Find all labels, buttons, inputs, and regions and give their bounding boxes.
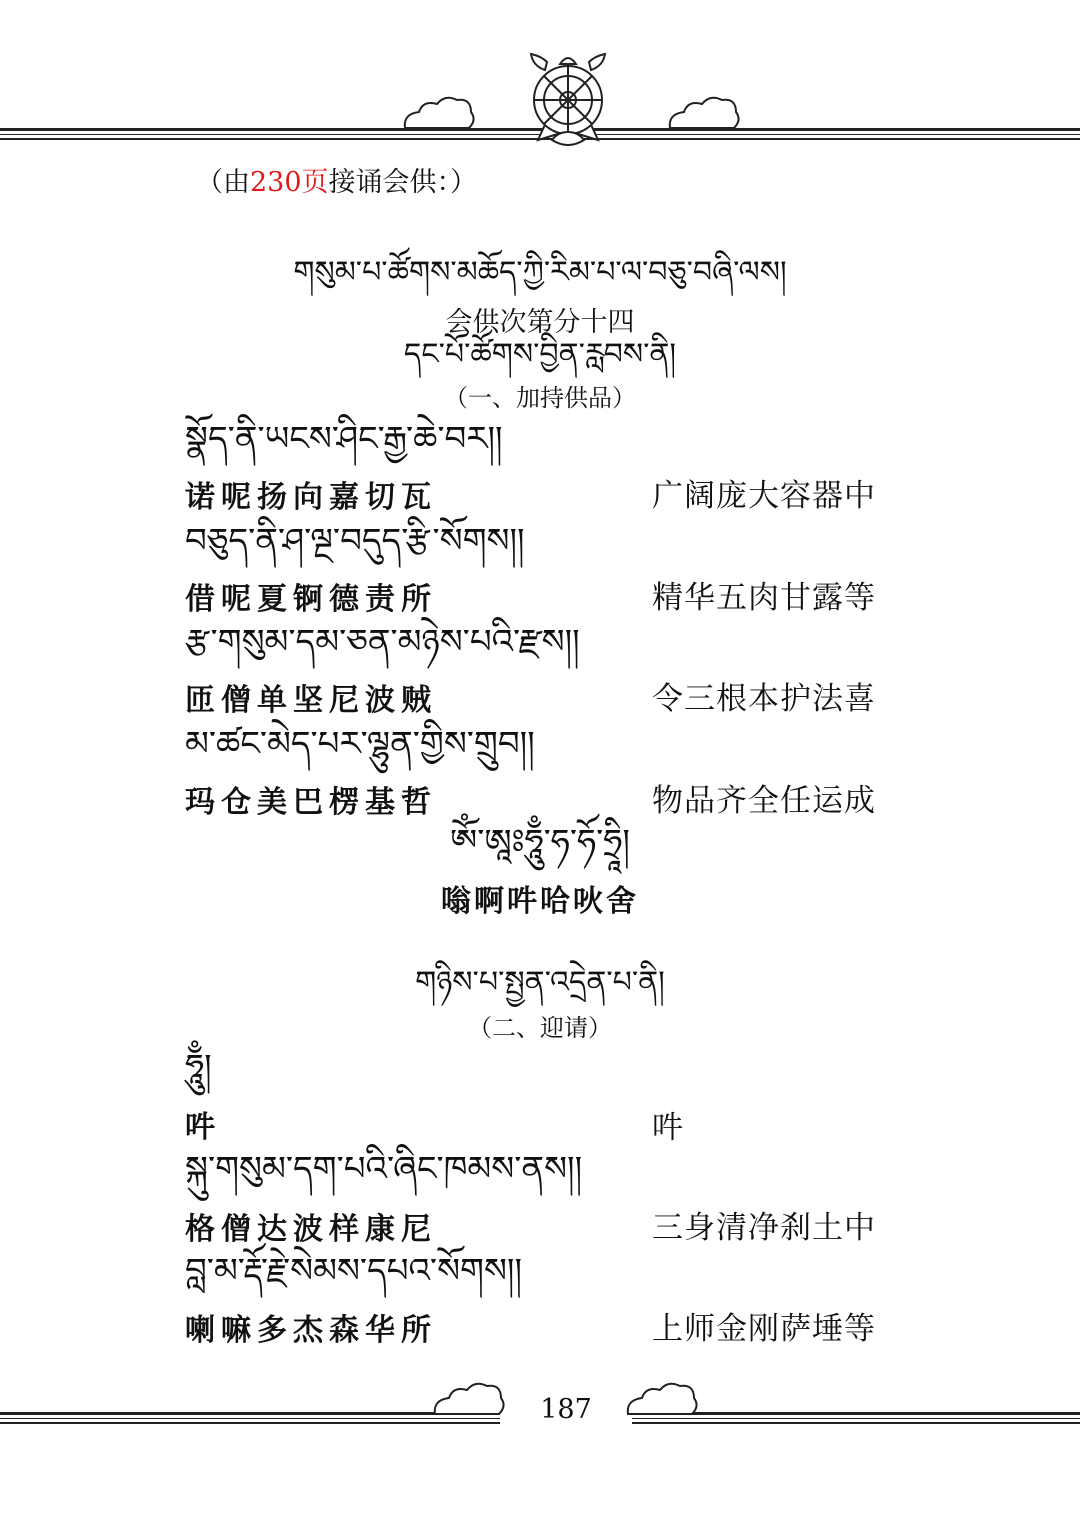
footer-ornament — [0, 1380, 1080, 1440]
verse3-tibetan: རྩ་གསུམ་དམ་ཅན་མཉེས་པའི་རྫས།། — [185, 622, 580, 662]
verse1-translation: 广阔庞大容器中 — [652, 478, 876, 514]
hum-translation: 吽 — [652, 1110, 684, 1146]
continuation-note: （由230页接诵会供：） — [196, 167, 478, 198]
hum-translit: 吽 — [185, 1110, 221, 1145]
verse5-translit: 格僧达波样康尼 — [185, 1212, 437, 1247]
section1-tibetan: དང་པོ་ཚོགས་བྱིན་རླབས་ནི། — [403, 337, 677, 372]
section1-title: （一、加持供品） — [444, 384, 636, 412]
verse2-translit: 借呢夏锕德责所 — [185, 582, 437, 617]
hum-tibetan: ཧཱུྃ། — [185, 1047, 212, 1087]
mantra-translit: 嗡啊吽哈吙舍 — [441, 884, 639, 919]
verse4-tibetan: མ་ཚང་མེད་པར་ལྷུན་གྱིས་གྲུབ།། — [185, 724, 535, 764]
section2-tibetan: གཉིས་པ་སྤྱན་འདྲེན་པ་ནི། — [415, 965, 665, 1000]
verse6-translit: 喇嘛多杰森华所 — [185, 1313, 437, 1348]
mantra-tibetan: ༀ་ཨཱཿཧཱུྃ་ཧ་ཧོ་ཧྲཱི། — [450, 822, 630, 862]
heading-chinese: 会供次第分十四 — [445, 307, 635, 338]
verse1-translit: 诺呢扬向嘉切瓦 — [185, 480, 437, 515]
heading-tibetan: གསུམ་པ་ཚོགས་མཆོད་ཀྱི་རིམ་པ་ལ་བཅུ་བཞི་ལས། — [293, 255, 787, 290]
header-ornament — [0, 0, 1080, 160]
verse2-tibetan: བཅུད་ནི་ཤ་ལྔ་བདུད་རྩི་སོགས།། — [185, 521, 525, 561]
verse4-translation: 物品齐全任运成 — [652, 783, 876, 819]
dharma-wheel-icon — [0, 0, 1080, 160]
page-number: 187 — [540, 1394, 592, 1425]
verse6-translation: 上师金刚萨埵等 — [652, 1311, 876, 1347]
verse1-tibetan: སྣོད་ནི་ཡངས་ཤིང་རྒྱ་ཆེ་བར།། — [185, 419, 503, 459]
verse3-translit: 匝僧单坚尼波贼 — [185, 683, 437, 718]
verse3-translation: 令三根本护法喜 — [652, 681, 876, 717]
verse6-tibetan: བླ་མ་རྡོ་རྗེ་སེམས་དཔའ་སོགས།། — [185, 1251, 523, 1291]
verse2-translation: 精华五肉甘露等 — [652, 580, 876, 616]
continuation-page-ref: 230页 — [250, 167, 329, 198]
section2-title: （二、迎请） — [468, 1014, 612, 1042]
verse5-translation: 三身清净刹土中 — [652, 1210, 876, 1246]
verse4-translit: 玛仓美巴楞基哲 — [185, 785, 437, 820]
verse5-tibetan: སྐུ་གསུམ་དག་པའི་ཞིང་ཁམས་ནས།། — [185, 1149, 583, 1189]
